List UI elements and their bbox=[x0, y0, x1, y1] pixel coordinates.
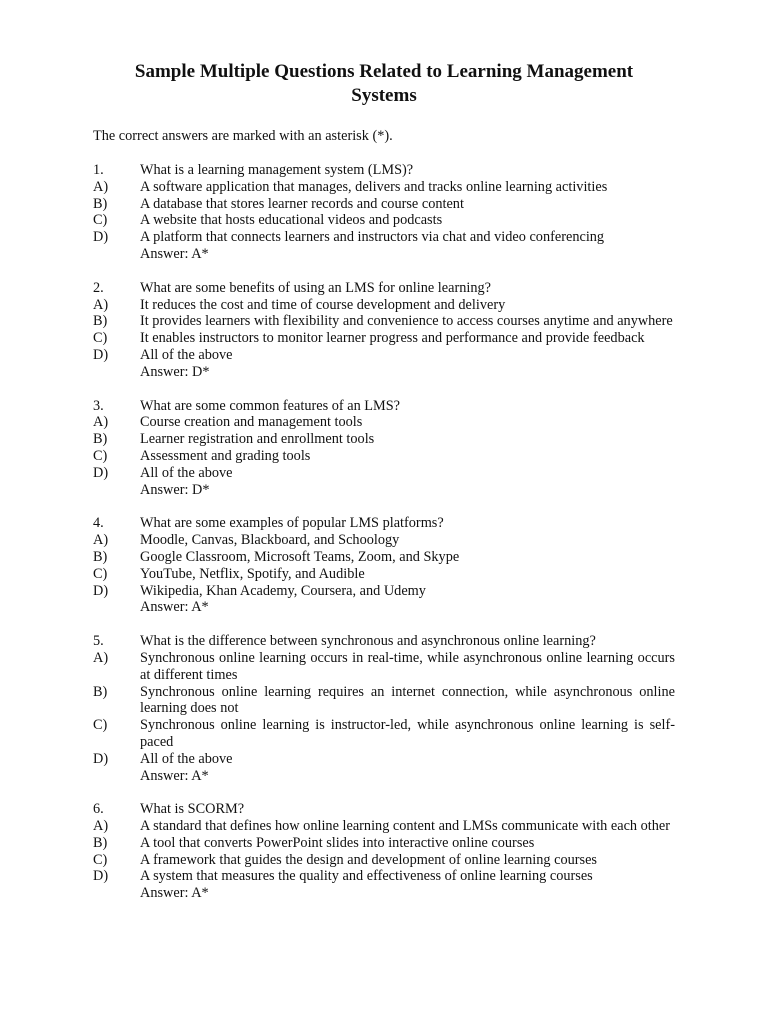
question-stem-text: What are some examples of popular LMS platforms? bbox=[140, 515, 444, 532]
answer-option bbox=[93, 751, 675, 768]
answer-option-text: It reduces the cost and time of course development and delivery bbox=[140, 296, 506, 313]
answer-option-text: Assessment and grading tools bbox=[140, 447, 311, 464]
correct-answer-label bbox=[93, 768, 140, 785]
correct-answer bbox=[93, 246, 675, 263]
answer-option-text: Synchronous online learning requires an internet connection, while asynchronous online learning does not bbox=[140, 683, 675, 717]
question-stem bbox=[93, 801, 675, 818]
answer-option-text: YouTube, Netflix, Spotify, and Audible bbox=[140, 565, 365, 582]
answer-option-label: A) bbox=[93, 414, 109, 431]
answer-option-text: All of the above bbox=[140, 464, 233, 481]
answer-option-label: B) bbox=[93, 548, 108, 565]
answer-option-label: D) bbox=[93, 464, 109, 481]
answer-option-text: A framework that guides the design and development of online learning courses bbox=[140, 851, 597, 868]
question-stem-label: 4. bbox=[93, 515, 104, 532]
correct-answer-text: Answer: A* bbox=[140, 245, 209, 262]
answer-option-label: D) bbox=[93, 868, 109, 885]
correct-answer bbox=[93, 768, 675, 785]
answer-option-text: Course creation and management tools bbox=[140, 414, 363, 431]
answer-option-text: A website that hosts educational videos and podcasts bbox=[140, 212, 443, 229]
answer-option bbox=[93, 650, 675, 684]
answer-option-text: A database that stores learner records and course content bbox=[140, 195, 464, 212]
question-stem-label: 5. bbox=[93, 633, 104, 650]
answer-option-text: A system that measures the quality and effectiveness of online learning courses bbox=[140, 868, 593, 885]
question-stem-label: 3. bbox=[93, 397, 104, 414]
answer-option-label: A) bbox=[93, 649, 109, 666]
question-stem bbox=[93, 398, 675, 415]
answer-option-label: C) bbox=[93, 565, 108, 582]
question-stem bbox=[93, 162, 675, 179]
answer-option-text: Synchronous online learning occurs in real-time, while asynchronous online learning occurs at different times bbox=[140, 649, 675, 683]
answer-option bbox=[93, 313, 675, 330]
answer-option-label: B) bbox=[93, 313, 108, 330]
answer-option-label: A) bbox=[93, 296, 109, 313]
answer-option-label: C) bbox=[93, 212, 108, 229]
correct-answer bbox=[93, 482, 675, 499]
question-stem-label: 2. bbox=[93, 279, 104, 296]
answer-option bbox=[93, 347, 675, 364]
answer-option-label: D) bbox=[93, 346, 109, 363]
answer-option-text: It provides learners with flexibility and convenience to access courses anytime and anywhere bbox=[140, 313, 673, 330]
question-stem bbox=[93, 280, 675, 297]
answer-option bbox=[93, 330, 675, 347]
question-stem-text: What is the difference between synchronous and asynchronous online learning? bbox=[140, 633, 596, 650]
answer-option bbox=[93, 835, 675, 852]
correct-answer-text: Answer: A* bbox=[140, 599, 209, 616]
question-stem-label: 6. bbox=[93, 801, 104, 818]
answer-option-text: A platform that connects learners and instructors via chat and video conferencing bbox=[140, 229, 605, 246]
answer-option-text: Synchronous online learning is instructor-led, while asynchronous online learning is self-paced bbox=[140, 717, 675, 750]
answer-option-label: D) bbox=[93, 750, 109, 767]
answer-option-text: It enables instructors to monitor learner progress and performance and provide feedback bbox=[140, 330, 645, 347]
answer-option bbox=[93, 297, 675, 314]
answer-option-label: C) bbox=[93, 851, 108, 868]
correct-answer-label bbox=[93, 364, 140, 381]
answer-option bbox=[93, 583, 675, 600]
answer-option-label: C) bbox=[93, 447, 108, 464]
answer-option bbox=[93, 414, 675, 431]
answer-option-label: C) bbox=[93, 330, 108, 347]
correct-answer bbox=[93, 364, 675, 381]
answer-option-text: Wikipedia, Khan Academy, Coursera, and Udemy bbox=[140, 582, 426, 599]
answer-option bbox=[93, 448, 675, 465]
question-stem-text: What are some benefits of using an LMS for online learning? bbox=[140, 279, 491, 296]
correct-answer bbox=[93, 885, 675, 902]
answer-option bbox=[93, 818, 675, 835]
answer-option-label: C) bbox=[93, 717, 108, 734]
answer-option-label: B) bbox=[93, 195, 108, 212]
correct-answer-label bbox=[93, 885, 140, 902]
answer-option bbox=[93, 229, 675, 246]
answer-option-text: A software application that manages, delivers and tracks online learning activities bbox=[140, 178, 608, 195]
answer-option-text: Moodle, Canvas, Blackboard, and Schoology bbox=[140, 532, 400, 549]
answer-option bbox=[93, 212, 675, 229]
answer-option-label: D) bbox=[93, 229, 109, 246]
question-item bbox=[93, 633, 675, 784]
question-stem bbox=[93, 633, 675, 650]
answer-option bbox=[93, 465, 675, 482]
answer-option-label: A) bbox=[93, 532, 109, 549]
question-item bbox=[93, 280, 675, 381]
correct-answer-label bbox=[93, 599, 140, 616]
correct-answer-text: Answer: A* bbox=[140, 767, 209, 784]
answer-option bbox=[93, 717, 675, 751]
question-list bbox=[93, 162, 675, 902]
page-title: Sample Multiple Questions Related to Learning Management Systems bbox=[134, 61, 634, 106]
answer-option-text: A standard that defines how online learning content and LMSs communicate with each other bbox=[140, 818, 671, 835]
answer-option bbox=[93, 431, 675, 448]
answer-option bbox=[93, 196, 675, 213]
answer-option bbox=[93, 549, 675, 566]
correct-answer-label bbox=[93, 246, 140, 263]
answer-option-label: B) bbox=[93, 683, 108, 700]
answer-option-label: B) bbox=[93, 834, 108, 851]
correct-answer-text: Answer: D* bbox=[140, 363, 210, 380]
answer-option-text: Google Classroom, Microsoft Teams, Zoom, and Skype bbox=[140, 548, 460, 565]
correct-answer-text: Answer: A* bbox=[140, 885, 209, 902]
question-stem-text: What is SCORM? bbox=[140, 801, 245, 818]
answer-option bbox=[93, 852, 675, 869]
answer-option bbox=[93, 179, 675, 196]
question-stem-text: What are some common features of an LMS? bbox=[140, 397, 401, 414]
answer-option-text: All of the above bbox=[140, 346, 233, 363]
question-item bbox=[93, 515, 675, 616]
answer-option-label: A) bbox=[93, 818, 109, 835]
correct-answer bbox=[93, 599, 675, 616]
answer-option bbox=[93, 684, 675, 718]
answer-option bbox=[93, 532, 675, 549]
question-item bbox=[93, 398, 675, 499]
intro-text: The correct answers are marked with an asterisk (*). bbox=[93, 128, 393, 144]
answer-option bbox=[93, 868, 675, 885]
answer-option-label: A) bbox=[93, 178, 109, 195]
answer-option-label: B) bbox=[93, 431, 108, 448]
question-stem-label: 1. bbox=[93, 162, 104, 178]
question-item bbox=[93, 801, 675, 902]
answer-option-text: All of the above bbox=[140, 750, 233, 767]
answer-option-label: D) bbox=[93, 582, 109, 599]
answer-option-text: A tool that converts PowerPoint slides into interactive online courses bbox=[140, 834, 535, 851]
answer-option-text: Learner registration and enrollment tools bbox=[140, 431, 375, 448]
question-item bbox=[93, 162, 675, 263]
question-stem bbox=[93, 515, 675, 532]
question-stem-text: What is a learning management system (LMS)? bbox=[140, 162, 414, 178]
correct-answer-label bbox=[93, 482, 140, 499]
answer-option bbox=[93, 566, 675, 583]
correct-answer-text: Answer: D* bbox=[140, 481, 210, 498]
